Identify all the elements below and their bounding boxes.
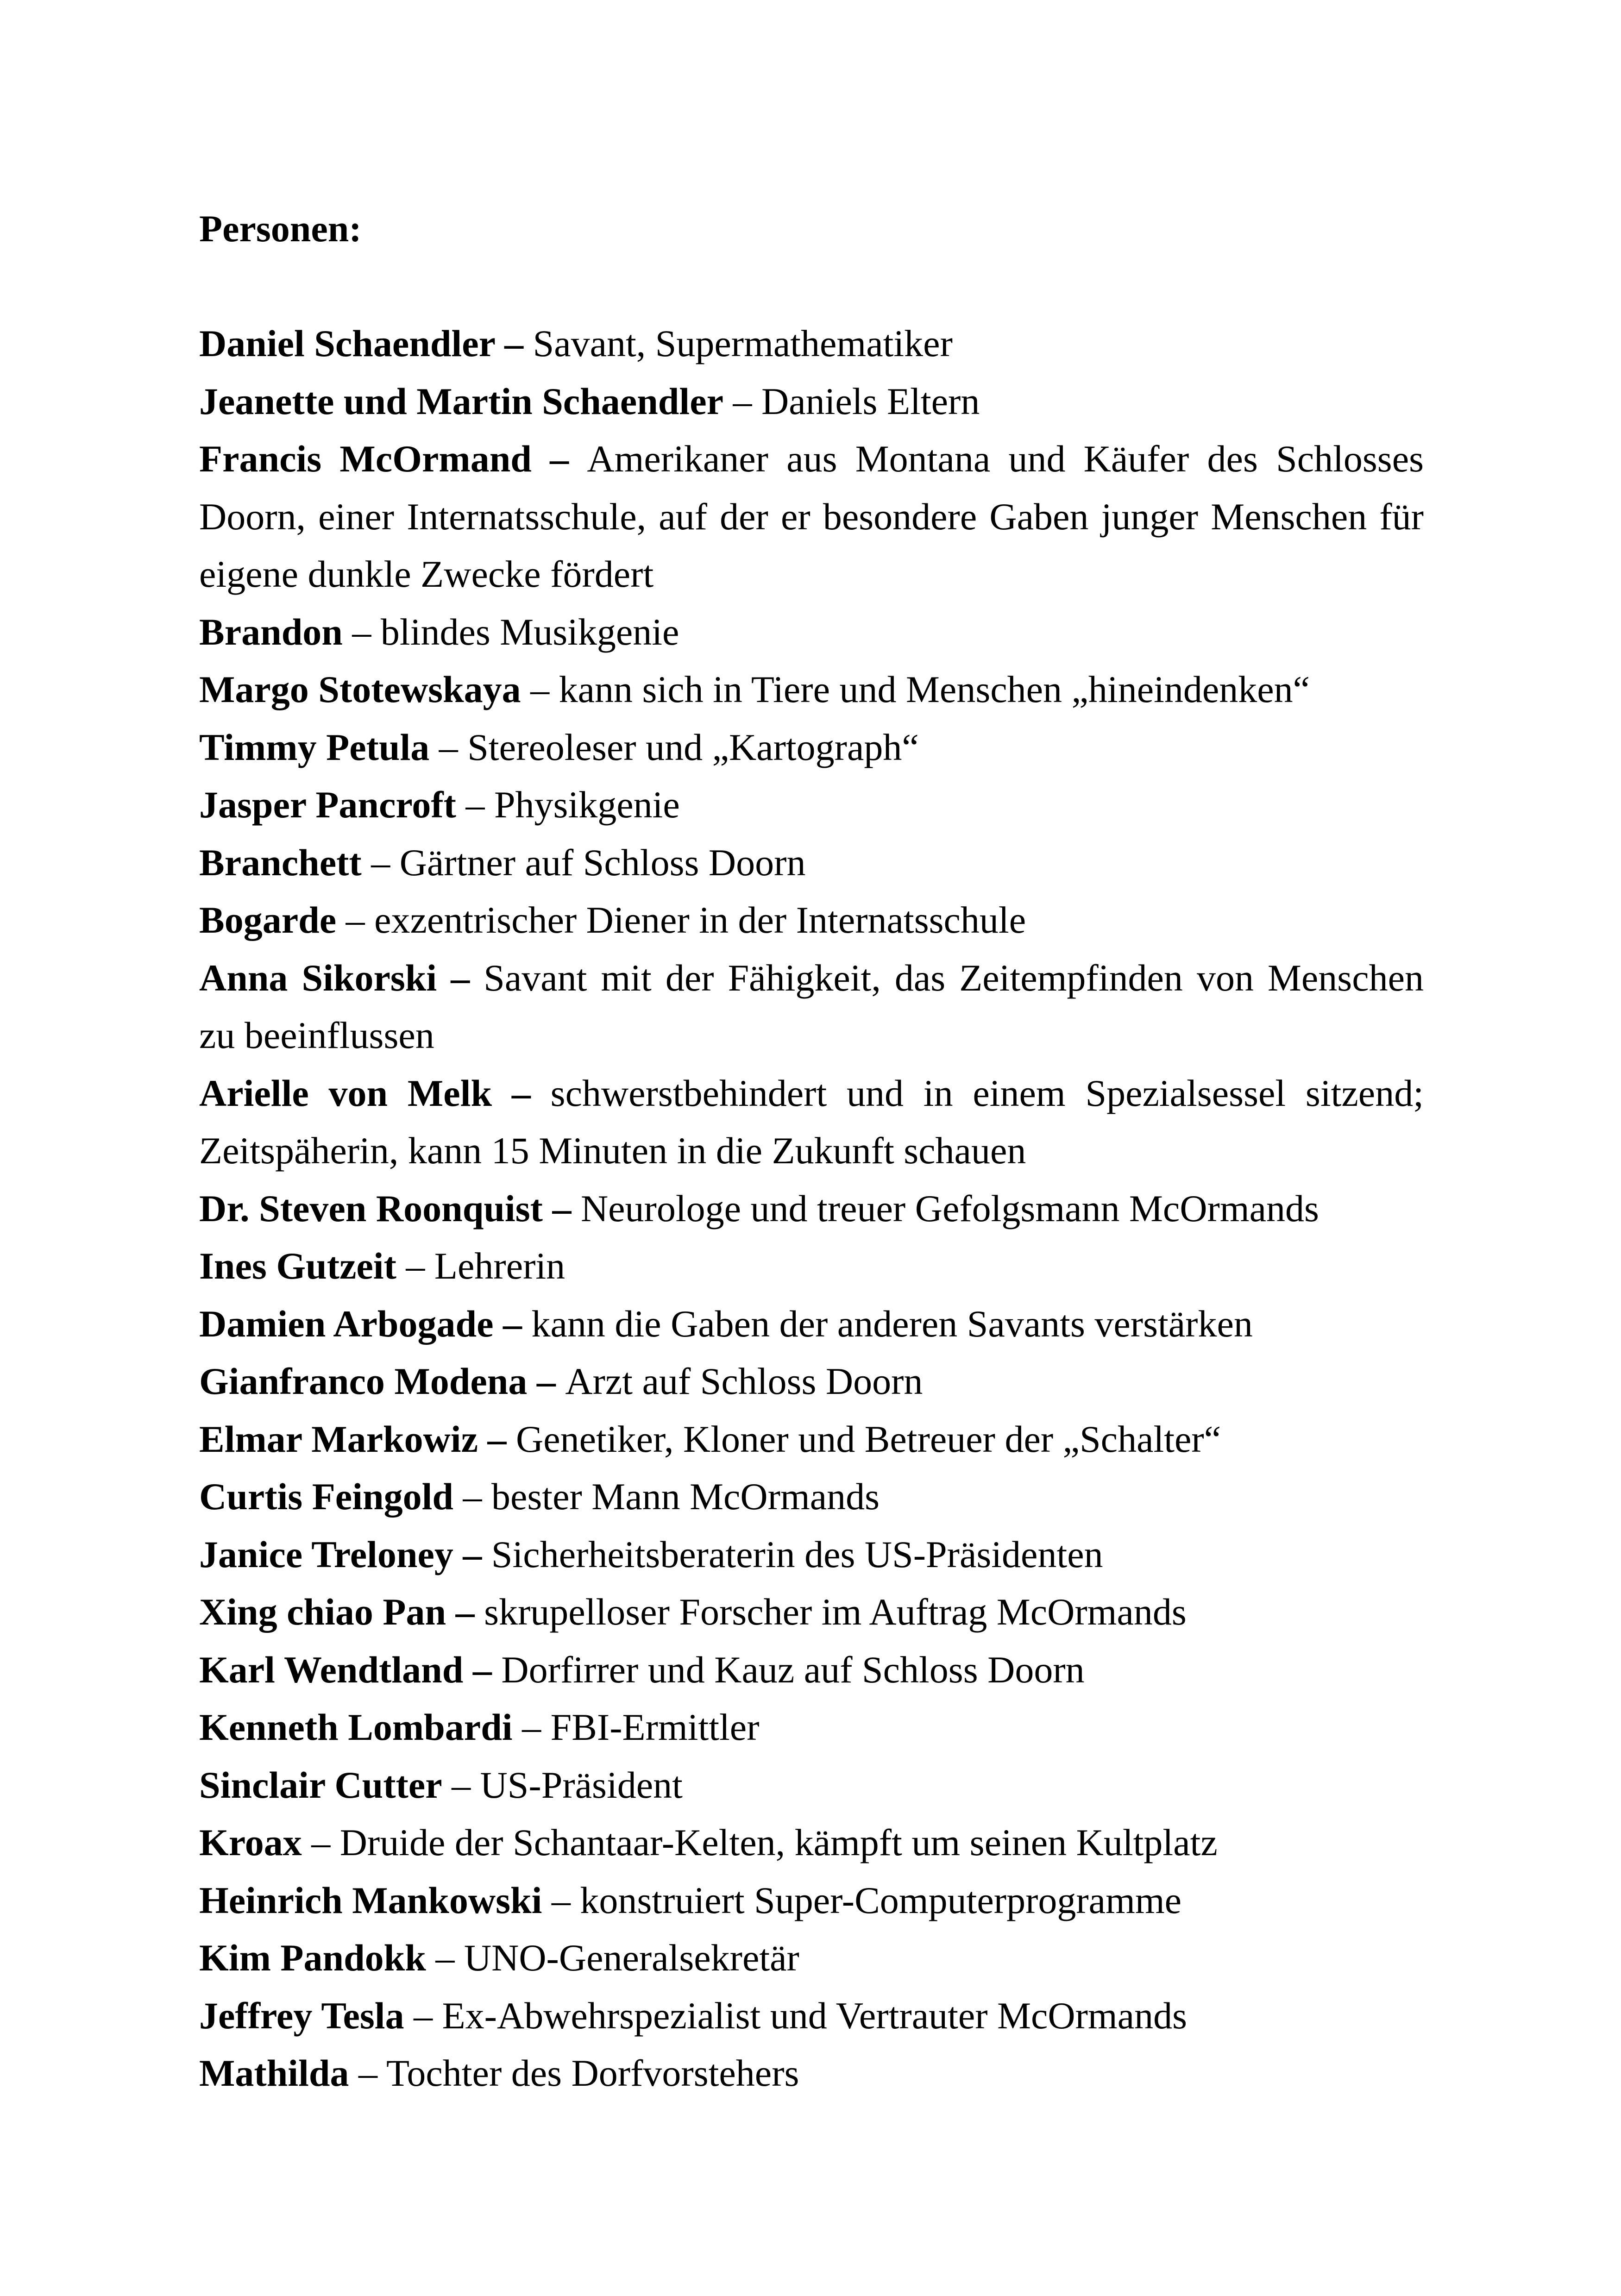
character-name: Sinclair Cutter xyxy=(199,1763,442,1806)
character-description: schwerstbehindert und in einem Spezialsessel sitzend; Zeitspäherin, kann 15 Minuten in die Zukunft schauen xyxy=(199,1072,1424,1172)
character-name: Janice Treloney xyxy=(199,1533,453,1575)
character-description: Arzt auf Schloss Doorn xyxy=(565,1360,923,1402)
separator-dash: – xyxy=(429,726,468,768)
character-description: Amerikaner aus Montana und Käufer des Schlosses Doorn, einer Internatsschule, auf der er besondere Gaben junger Menschen für eigene dunkle Zwecke fördert xyxy=(199,438,1424,595)
separator-dash: – xyxy=(453,1475,491,1518)
separator-dash: – xyxy=(404,1994,442,2037)
character-description: Gärtner auf Schloss Doorn xyxy=(399,841,806,884)
separator-dash: – xyxy=(446,1591,484,1633)
character-description: Tochter des Dorfvorstehers xyxy=(386,2052,799,2094)
character-entry xyxy=(199,2045,1424,2102)
separator-dash: – xyxy=(542,1187,581,1230)
character-description: FBI-Ermittler xyxy=(550,1706,760,1748)
character-description: Savant mit der Fähigkeit, das Zeitempfinden von Menschen zu beeinflussen xyxy=(199,956,1424,1056)
character-name: Jeanette und Martin Schaendler xyxy=(199,380,723,422)
character-name: Kim Pandokk xyxy=(199,1937,426,1979)
character-entry xyxy=(199,373,1424,431)
separator-dash: – xyxy=(342,610,381,653)
character-name: Heinrich Mankowski xyxy=(199,1879,542,1921)
separator-dash: – xyxy=(521,668,559,710)
character-description: exzentrischer Diener in der Internatsschule xyxy=(374,899,1026,941)
separator-dash: – xyxy=(527,1360,565,1402)
page-content xyxy=(199,200,1424,2102)
character-entry xyxy=(199,776,1424,834)
character-entry xyxy=(199,1872,1424,1930)
character-name: Jeffrey Tesla xyxy=(199,1994,404,2037)
character-name: Elmar Markowiz xyxy=(199,1418,478,1460)
character-description: Genetiker, Kloner und Betreuer der „Schalter“ xyxy=(516,1418,1221,1460)
character-description: skrupelloser Forscher im Auftrag McOrmands xyxy=(484,1591,1187,1633)
separator-dash: – xyxy=(442,1763,480,1806)
separator-dash: – xyxy=(349,2052,387,2094)
character-description: US-Präsident xyxy=(480,1763,683,1806)
character-entry xyxy=(199,1641,1424,1699)
character-entry xyxy=(199,719,1424,777)
character-name: Margo Stotewskaya xyxy=(199,668,521,710)
character-entry xyxy=(199,1065,1424,1180)
character-description: Druide der Schantaar-Kelten, kämpft um seinen Kultplatz xyxy=(339,1821,1218,1863)
character-name: Anna Sikorski xyxy=(199,956,437,999)
character-description: Lehrerin xyxy=(434,1245,565,1287)
character-name: Damien Arbogade xyxy=(199,1302,494,1345)
character-entry xyxy=(199,1929,1424,1987)
separator-dash: – xyxy=(493,1302,532,1345)
character-description: blindes Musikgenie xyxy=(380,610,679,653)
separator-dash: – xyxy=(542,1879,580,1921)
character-name: Branchett xyxy=(199,841,362,884)
page-heading: Personen: xyxy=(199,207,362,250)
character-entry xyxy=(199,603,1424,661)
character-name: Xing chiao Pan xyxy=(199,1591,446,1633)
character-description: kann die Gaben der anderen Savants verstärken xyxy=(531,1302,1253,1345)
character-name: Mathilda xyxy=(199,2052,349,2094)
character-description: Savant, Supermathematiker xyxy=(533,322,953,364)
character-name: Ines Gutzeit xyxy=(199,1245,396,1287)
separator-dash: – xyxy=(492,1072,551,1114)
character-entry xyxy=(199,1353,1424,1411)
character-description: Neurologe und treuer Gefolgsmann McOrmands xyxy=(580,1187,1319,1230)
character-entry xyxy=(199,1411,1424,1468)
character-entry xyxy=(199,1180,1424,1238)
character-description: konstruiert Super-Computerprogramme xyxy=(580,1879,1182,1921)
character-entry xyxy=(199,661,1424,719)
character-name: Curtis Feingold xyxy=(199,1475,453,1518)
separator-dash: – xyxy=(512,1706,551,1748)
character-name: Karl Wendtland xyxy=(199,1648,464,1691)
character-name: Francis McOrmand xyxy=(199,438,532,480)
character-name: Bogarde xyxy=(199,899,337,941)
separator-dash: – xyxy=(361,841,400,884)
character-entry xyxy=(199,1987,1424,2045)
separator-dash: – xyxy=(453,1533,491,1575)
separator-dash: – xyxy=(463,1648,502,1691)
character-entry xyxy=(199,1583,1424,1641)
character-description: Dorfirrer und Kauz auf Schloss Doorn xyxy=(501,1648,1085,1691)
separator-dash: – xyxy=(478,1418,516,1460)
character-entry xyxy=(199,891,1424,949)
character-name: Brandon xyxy=(199,610,343,653)
separator-dash: – xyxy=(495,322,533,364)
character-description: Ex-Abwehrspezialist und Vertrauter McOrmands xyxy=(442,1994,1187,2037)
separator-dash: – xyxy=(302,1821,340,1863)
character-name: Dr. Steven Roonquist xyxy=(199,1187,543,1230)
character-entry xyxy=(199,430,1424,603)
character-name: Gianfranco Modena xyxy=(199,1360,528,1402)
character-description: Sicherheitsberaterin des US-Präsidenten xyxy=(491,1533,1103,1575)
character-name: Kroax xyxy=(199,1821,302,1863)
character-name: Timmy Petula xyxy=(199,726,430,768)
character-name: Daniel Schaendler xyxy=(199,322,495,364)
character-name: Jasper Pancroft xyxy=(199,784,456,826)
separator-dash: – xyxy=(456,784,494,826)
character-entry xyxy=(199,949,1424,1065)
character-entry xyxy=(199,1237,1424,1295)
character-description: bester Mann McOrmands xyxy=(491,1475,880,1518)
character-description: Physikgenie xyxy=(494,784,680,826)
character-entry xyxy=(199,1814,1424,1872)
character-description: Daniels Eltern xyxy=(761,380,980,422)
character-description: Stereoleser und „Kartograph“ xyxy=(467,726,919,768)
separator-dash: – xyxy=(426,1937,464,1979)
character-entry xyxy=(199,315,1424,373)
character-entry xyxy=(199,1295,1424,1353)
character-entry xyxy=(199,834,1424,892)
character-entry xyxy=(199,1468,1424,1526)
separator-dash: – xyxy=(396,1245,434,1287)
separator-dash: – xyxy=(437,956,484,999)
character-name: Kenneth Lombardi xyxy=(199,1706,513,1748)
separator-dash: – xyxy=(336,899,375,941)
separator-dash: – xyxy=(531,438,587,480)
character-entry xyxy=(199,1757,1424,1814)
character-description: kann sich in Tiere und Menschen „hineindenken“ xyxy=(559,668,1310,710)
character-entry xyxy=(199,1699,1424,1757)
character-entry xyxy=(199,1526,1424,1584)
character-description: UNO-Generalsekretär xyxy=(464,1937,799,1979)
separator-dash: – xyxy=(723,380,761,422)
character-list xyxy=(199,315,1424,2102)
character-name: Arielle von Melk xyxy=(199,1072,492,1114)
